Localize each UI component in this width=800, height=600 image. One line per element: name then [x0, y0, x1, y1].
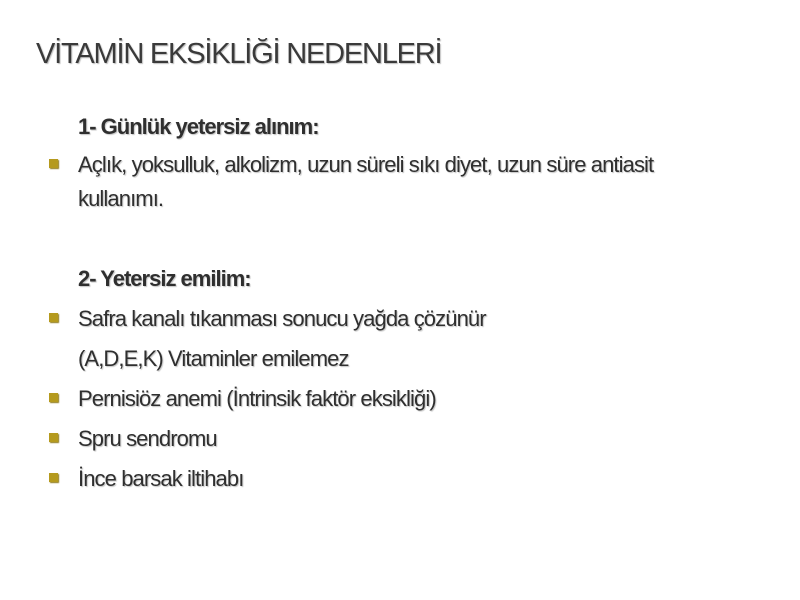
section-heading-1: 1- Günlük yetersiz alınım:: [78, 114, 319, 139]
list-item: Spru sendromu: [78, 426, 217, 451]
square-bullet-icon: [49, 473, 58, 482]
square-bullet-icon: [49, 159, 58, 168]
list-item: Açlık, yoksulluk, alkolizm, uzun süreli sıkı diyet, uzun süre antiasit kullanımı.: [78, 152, 654, 211]
square-bullet-icon: [49, 313, 58, 322]
list-item: Safra kanalı tıkanması sonucu yağda çözünür: [78, 306, 486, 331]
list-item: Pernisiöz anemi (İntrinsik faktör eksikliği): [78, 386, 436, 411]
list-item-continuation: (A,D,E,K) Vitaminler emilemez: [78, 346, 349, 371]
section-heading-2: 2- Yetersiz emilim:: [78, 266, 251, 291]
list-item: İnce barsak iltihabı: [78, 466, 244, 491]
slide-title: VİTAMİN EKSİKLİĞİ NEDENLERİ: [36, 38, 442, 70]
square-bullet-icon: [49, 393, 58, 402]
square-bullet-icon: [49, 433, 58, 442]
